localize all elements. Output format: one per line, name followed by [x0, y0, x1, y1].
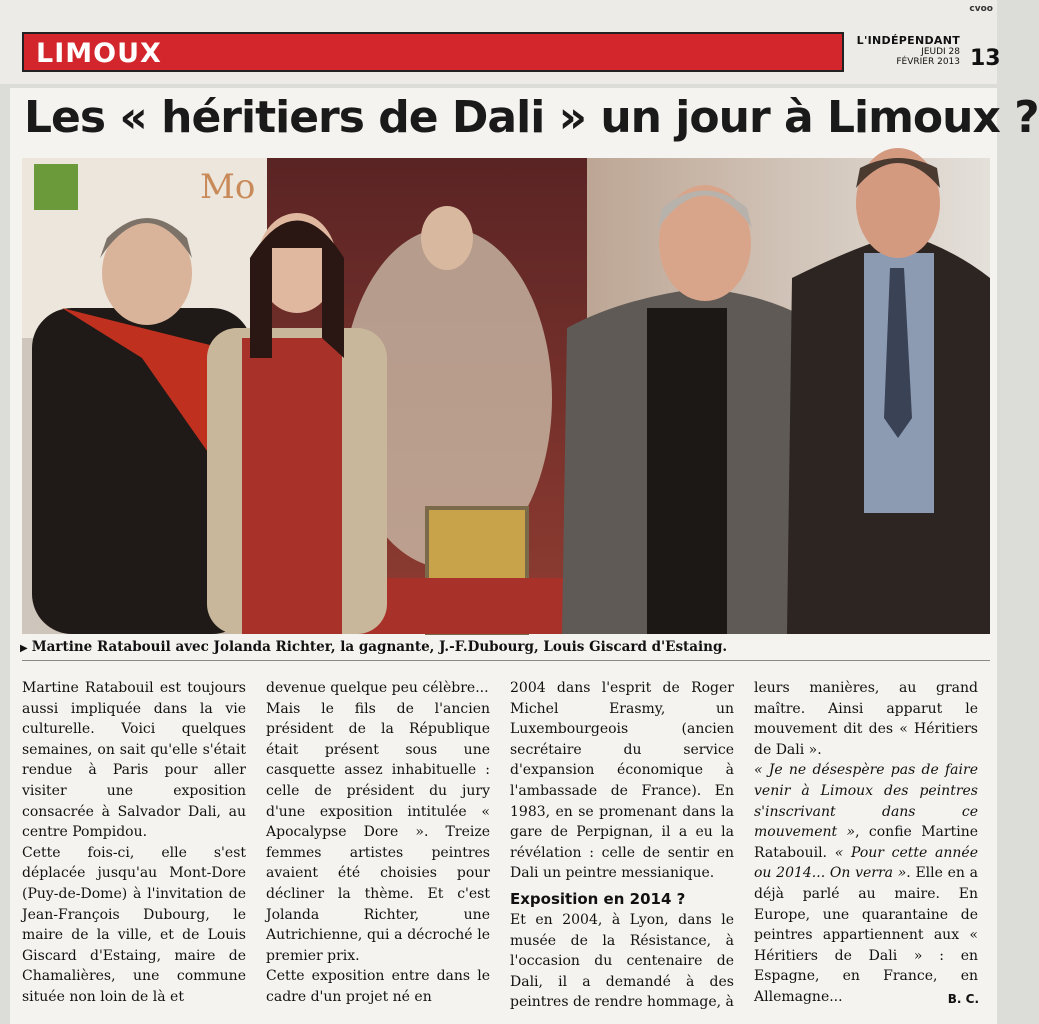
article — [10, 88, 1039, 1024]
masthead — [852, 34, 960, 67]
issue-date-month: FÉVRIER 2013 — [896, 57, 960, 67]
article-photo — [22, 158, 990, 634]
newspaper-name: L'INDÉPENDANT — [856, 34, 960, 47]
paragraph: Cette fois-ci, elle s'est déplacée jusqu'au Mont-Dore (Puy-de-Dome) à l'invitation de Jean-François Dubourg, le maire de la ville, et de Louis Giscard d'Estaing, maire de Chamalières, une commune située non loin de là et — [22, 844, 246, 1005]
section-title: LIMOUX — [36, 38, 162, 69]
photo-illustration — [22, 158, 990, 634]
article-column-4 — [754, 678, 978, 1008]
caption-text: Martine Ratabouil avec Jolanda Richter, la gagnante, J.-F.Dubourg, Louis Giscard d'Estaing. — [31, 639, 728, 655]
paragraph: leurs manières, au grand maître. Ainsi apparut le mouvement dit des « Héritiers de Dali ». — [754, 680, 978, 758]
paragraph-end: . Elle en a déjà parlé au maire. En Europe, une quarantaine de peintres appartiennent aux « Héritiers de Dali » : en Espagne, en France, en Allemagne... — [754, 865, 978, 1005]
paragraph: devenue quelque peu célèbre... — [266, 680, 489, 696]
caption-divider — [22, 660, 990, 661]
paragraph: 2004 dans l'esprit de Roger Michel Erasmy, un Luxembourgeois (ancien secrétaire du service d'expansion économique à l'ambassade de France). En 1983, en se promenant dans la gare de Perpignan, il a eu la révélation : celle de sentir en Dali un peintre messianique. — [510, 680, 734, 882]
caption-arrow-icon: ▶ — [20, 643, 28, 654]
page-number: 13 — [970, 46, 1001, 71]
svg-text:Mo: Mo — [200, 167, 256, 207]
quote: « Pour cette année ou 2014... On verra » — [754, 844, 978, 882]
paragraph: Martine Ratabouil est toujours aussi impliquée dans la vie culturelle. Voici quelques semaines, on sait qu'elle s'était rendue à Paris pour aller visiter une exposition consacrée à Salvador Dali, au centre Pompidou. — [22, 680, 246, 841]
article-column-3 — [510, 678, 734, 1013]
subheading: Exposition en 2014 ? — [510, 889, 686, 908]
section-banner — [22, 32, 844, 72]
paragraph: Mais le fils de l'ancien président de la République était présent sous une casquette assez inhabituelle : celle de président du jury d'une exposition intitulée « Apocalypse Dore ». Treize femmes artistes peintres avaient été choisies pour décliner la thème. Et c'est Jolanda Richter, une Autrichienne, qui a décroché le premier prix. — [266, 700, 490, 964]
quote-paragraph — [754, 760, 978, 1007]
article-headline: Les « héritiers de Dali » un jour à Limoux ? — [24, 92, 1039, 143]
paragraph: Cette exposition entre dans le cadre d'un projet né en — [266, 968, 490, 1005]
author-signature: B. C. — [947, 992, 979, 1006]
article-column-2 — [266, 678, 490, 1008]
article-column-1 — [22, 678, 246, 1008]
quote: « Je ne désespère pas de faire venir à Limoux des peintres s'inscrivant dans ce mouvement » — [754, 762, 978, 841]
issue-date-day: JEUDI 28 — [921, 47, 960, 57]
photo-caption — [20, 639, 980, 655]
page-header — [0, 0, 1001, 84]
paragraph: Et en 2004, à Lyon, dans le musée de la Résistance, à l'occasion du centenaire de Dali, il a demandé à des peintres de rendre hommage, à — [510, 911, 734, 1011]
corner-tag: cvoo — [969, 4, 993, 14]
quote-attribution: , confie Martine Ratabouil. — [754, 824, 978, 861]
